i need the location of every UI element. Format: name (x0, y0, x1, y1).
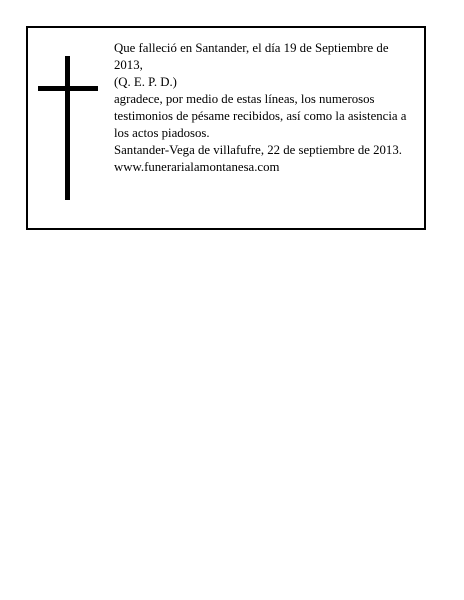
obituary-notice (26, 26, 426, 230)
cross-vertical-bar (65, 56, 70, 200)
notice-text (114, 40, 420, 176)
cross-horizontal-bar (38, 86, 98, 91)
notice-line-thanks: agradece, por medio de estas líneas, los numerosos testimonios de pésame recibidos, así como la asistencia a los actos piadosos. (114, 92, 407, 140)
notice-line-place-date: Santander-Vega de villafufre, 22 de septiembre de 2013. www.funerarialamontanesa.com (114, 143, 402, 174)
cross-icon (38, 56, 98, 200)
notice-line-qepd: (Q. E. P. D.) (114, 75, 177, 89)
notice-line-death: Que falleció en Santander, el día 19 de Septiembre de 2013, (114, 41, 389, 72)
